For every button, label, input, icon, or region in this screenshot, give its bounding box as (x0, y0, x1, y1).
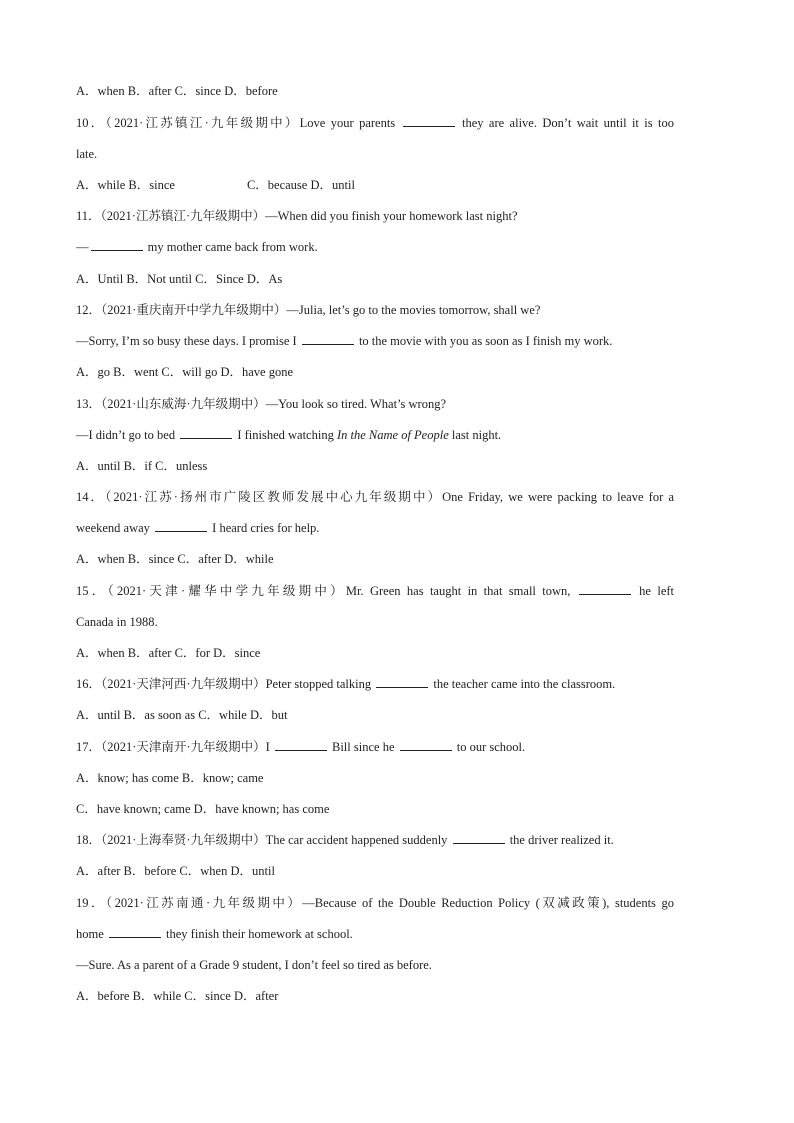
q9-options: A．when B．after C．since D．before (76, 84, 278, 98)
q11-stem: 11．（2021·江苏镇江·九年级期中）—When did you finish your homework last night? (76, 209, 518, 223)
q16-stem-text: 16．（2021·天津河西·九年级期中）Peter stopped talking (76, 677, 372, 691)
q14-stem-cont (76, 520, 676, 536)
q17-stem-text: to our school. (456, 740, 526, 754)
q17-options-1: A．know; has come B．know; came (76, 771, 264, 785)
q14-stem: 14．（2021·江苏·扬州市广陵区教师发展中心九年级期中）One Friday, we were packing to leave for a (76, 490, 674, 504)
q16-options: A．until B．as soon as C．while D．but (76, 708, 288, 722)
q18-stem-text: the driver realized it. (509, 833, 614, 847)
q13-reply-text: last night. (451, 428, 502, 442)
q17-stem (76, 739, 676, 755)
answer-blank (275, 739, 327, 751)
q19-stem-cont (76, 926, 676, 942)
q13-options: A．until B．if C．unless (76, 459, 208, 473)
answer-blank (579, 583, 631, 595)
q10-stem-part: 10．（2021·江苏镇江·九年级期中）Love your parents (76, 116, 396, 130)
q10-options (76, 177, 676, 193)
q17-stem-text: Bill since he (332, 740, 395, 754)
q13-reply (76, 427, 676, 443)
q11-reply-dash: — (76, 240, 89, 254)
q12-reply (76, 333, 676, 349)
answer-blank (453, 832, 505, 844)
q16-stem-text: the teacher came into the classroom. (433, 677, 616, 691)
answer-blank (155, 520, 207, 532)
q10-stem-part: they are alive. Don’t wait until it is too (461, 116, 674, 130)
answer-blank (91, 239, 143, 251)
q12-stem: 12．（2021·重庆南开中学九年级期中）—Julia, let’s go to the movies tomorrow, shall we? (76, 303, 541, 317)
q10-stem (76, 115, 674, 131)
q14-options: A．when B．since C．after D．while (76, 552, 274, 566)
answer-blank (403, 115, 455, 127)
q10-options-ab: A．while B．since (76, 178, 175, 192)
q19-options: A．before B．while C．since D．after (76, 989, 279, 1003)
answer-blank (109, 926, 161, 938)
q12-reply-text: to the movie with you as soon as I finish my work. (358, 334, 613, 348)
answer-blank (180, 427, 232, 439)
q10-stem-cont: late. (76, 147, 98, 161)
q13-reply-text: —I didn’t go to bed (76, 428, 176, 442)
q10-options-cd: C．because D．until (246, 178, 355, 192)
answer-blank (302, 333, 354, 345)
q17-options-2: C．have known; came D．have known; has come (76, 802, 330, 816)
q14-stem-text: weekend away (76, 521, 150, 535)
q15-stem-cont: Canada in 1988. (76, 615, 158, 629)
q17-stem-text: 17．（2021·天津南开·九年级期中）I (76, 740, 270, 754)
q15-stem (76, 583, 674, 599)
q19-reply: —Sure. As a parent of a Grade 9 student, I don’t feel so tired as before. (76, 958, 432, 972)
q19-stem-text: home (76, 927, 104, 941)
q18-stem-text: 18．（2021·上海奉贤·九年级期中）The car accident happened suddenly (76, 833, 448, 847)
q11-reply (76, 239, 676, 255)
answer-blank (400, 739, 452, 751)
q15-options: A．when B．after C．for D．since (76, 646, 261, 660)
q11-reply-text: my mother came back from work. (147, 240, 318, 254)
q12-reply-text: —Sorry, I’m so busy these days. I promise I (76, 334, 297, 348)
q15-stem-text: he left (639, 584, 675, 598)
q19-stem: 19．（2021·江苏南通·九年级期中）—Because of the Double Reduction Policy (双减政策), students go (76, 896, 674, 910)
q13-stem: 13．（2021·山东威海·九年级期中）—You look so tired. What’s wrong? (76, 397, 447, 411)
q18-stem (76, 832, 676, 848)
answer-blank (376, 676, 428, 688)
q18-options: A．after B．before C．when D．until (76, 864, 275, 878)
q13-title-italic: In the Name of People (336, 428, 449, 442)
q13-reply-text: I finished watching (237, 428, 334, 442)
q15-stem-text: 15．（2021·天津·耀华中学九年级期中）Mr. Green has taught in that small town, (76, 584, 571, 598)
q16-stem (76, 676, 676, 692)
q19-stem-text: they finish their homework at school. (166, 927, 353, 941)
q12-options: A．go B．went C．will go D．have gone (76, 365, 293, 379)
q11-options: A．Until B．Not until C．Since D．As (76, 272, 283, 286)
q14-stem-text: I heard cries for help. (212, 521, 320, 535)
